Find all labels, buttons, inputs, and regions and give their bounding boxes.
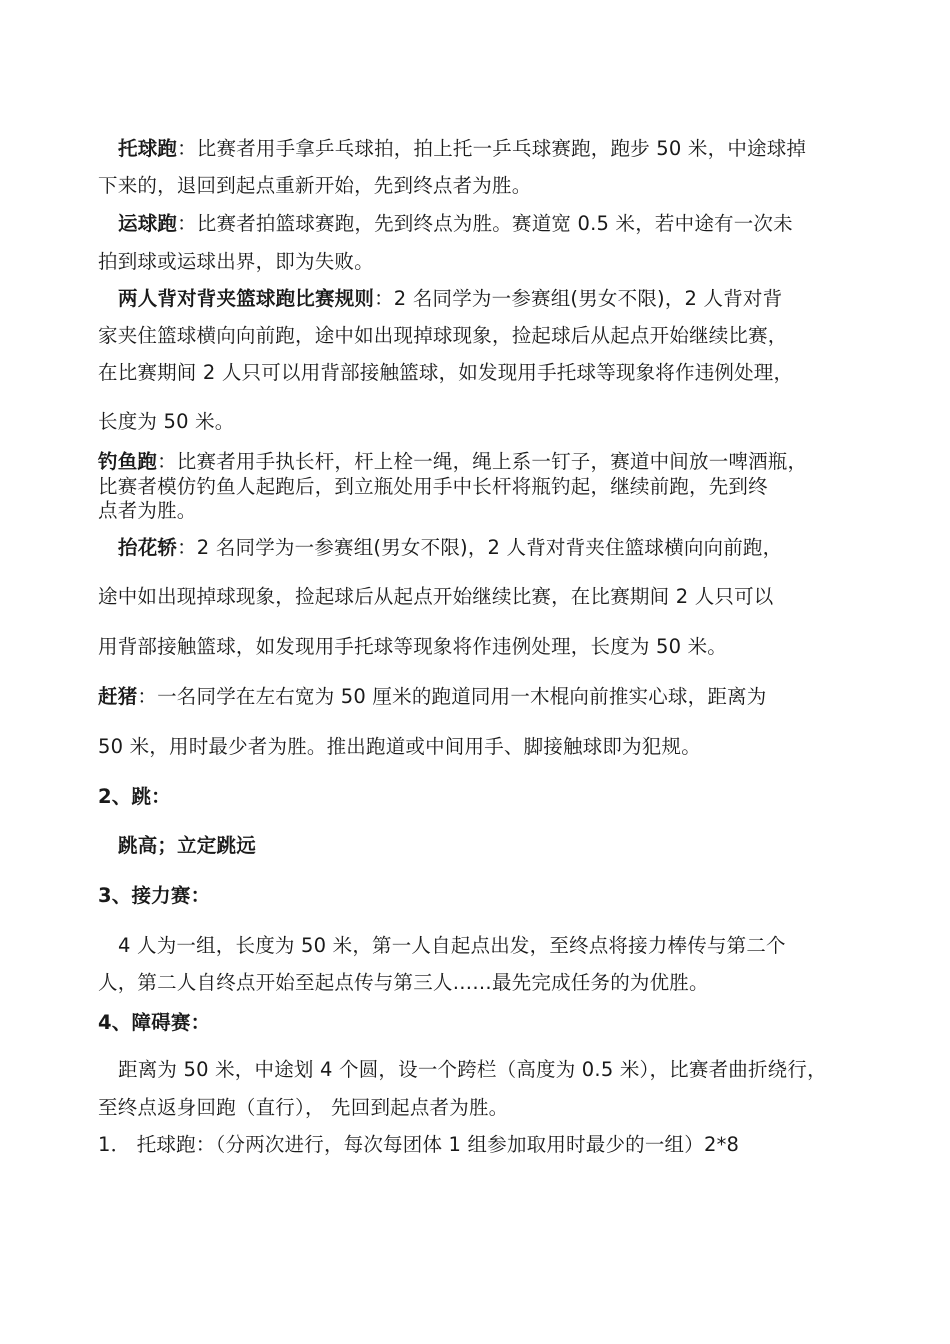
paragraph-line: 4 人为一组，长度为 50 米，第一人自起点出发，至终点将接力棒传与第二个	[118, 934, 786, 957]
term-back-to-back-run: 两人背对背夹篮球跑比赛规则	[118, 287, 375, 310]
term-drive-pig: 赶猪	[98, 685, 138, 708]
section-body-jump: 跳高；立定跳远	[118, 834, 256, 857]
text: ：一名同学在左右宽为 50 厘米的跑道同用一木棍向前推实心球，距离为	[137, 685, 767, 708]
paragraph-drive-pig	[98, 684, 868, 710]
paragraph-line: 拍到球或运球出界，即为失败。	[98, 250, 374, 273]
list-item: 1． 托球跑：（分两次进行，每次每团体 1 组参加取用时最少的一组）2*8	[98, 1133, 740, 1156]
paragraph-line: 途中如出现掉球现象，捡起球后从起点开始继续比赛，在比赛期间 2 人只可以	[98, 585, 774, 608]
paragraph-line: 长度为 50 米。	[98, 410, 235, 433]
paragraph-line: 人，第二人自终点开始至起点传与第三人……最先完成任务的为优胜。	[98, 971, 709, 994]
paragraph-line: 点者为胜。	[98, 499, 197, 522]
section-heading-relay: 3、接力赛：	[98, 884, 211, 907]
term-fishing-run: 钓鱼跑	[98, 450, 158, 473]
paragraph-line: 下来的，退回到起点重新开始，先到终点者为胜。	[98, 174, 532, 197]
paragraph-line: 比赛者模仿钓鱼人起跑后，到立瓶处用手中长杆将瓶钓起，继续前跑，先到终	[98, 475, 768, 498]
paragraph-sedan-carry	[118, 535, 888, 561]
paragraph-ball-carry-run	[118, 136, 888, 162]
text: ：比赛者用手执长杆，杆上栓一绳，绳上系一钉子，赛道中间放一啤酒瓶，	[157, 450, 808, 473]
paragraph-line: 50 米，用时最少者为胜。推出跑道或中间用手、脚接触球即为犯规。	[98, 735, 701, 758]
paragraph-fishing-run	[98, 449, 868, 475]
paragraph-line: 家夹住篮球横向向前跑，途中如出现掉球现象，捡起球后从起点开始继续比赛，	[98, 324, 788, 347]
text: ：比赛者用手拿乒乓球拍，拍上托一乒乓球赛跑，跑步 50 米，中途球掉	[177, 137, 807, 160]
term-sedan-carry: 抬花轿	[118, 536, 178, 559]
paragraph-dribble-run	[118, 211, 888, 237]
term-dribble-run: 运球跑	[118, 212, 178, 235]
paragraph-line: 用背部接触篮球，如发现用手托球等现象将作违例处理，长度为 50 米。	[98, 635, 728, 658]
paragraph-line: 距离为 50 米，中途划 4 个圆，设一个跨栏（高度为 0.5 米），比赛者曲折绕行，	[118, 1058, 827, 1081]
section-heading-obstacle: 4、障碍赛：	[98, 1011, 211, 1034]
section-heading-jump: 2、跳：	[98, 785, 171, 808]
text: ：2 名同学为一参赛组(男女不限)，2 人背对背	[374, 287, 783, 310]
text: ：比赛者拍篮球赛跑，先到终点为胜。赛道宽 0.5 米，若中途有一次未	[177, 212, 793, 235]
term-ball-carry-run: 托球跑	[118, 137, 178, 160]
paragraph-back-to-back-run	[118, 286, 888, 312]
paragraph-line: 至终点返身回跑（直行）， 先回到起点者为胜。	[98, 1096, 509, 1119]
text: ：2 名同学为一参赛组(男女不限)，2 人背对背夹住篮球横向向前跑，	[177, 536, 783, 559]
paragraph-line: 在比赛期间 2 人只可以用背部接触篮球，如发现用手托球等现象将作违例处理，	[98, 361, 794, 384]
